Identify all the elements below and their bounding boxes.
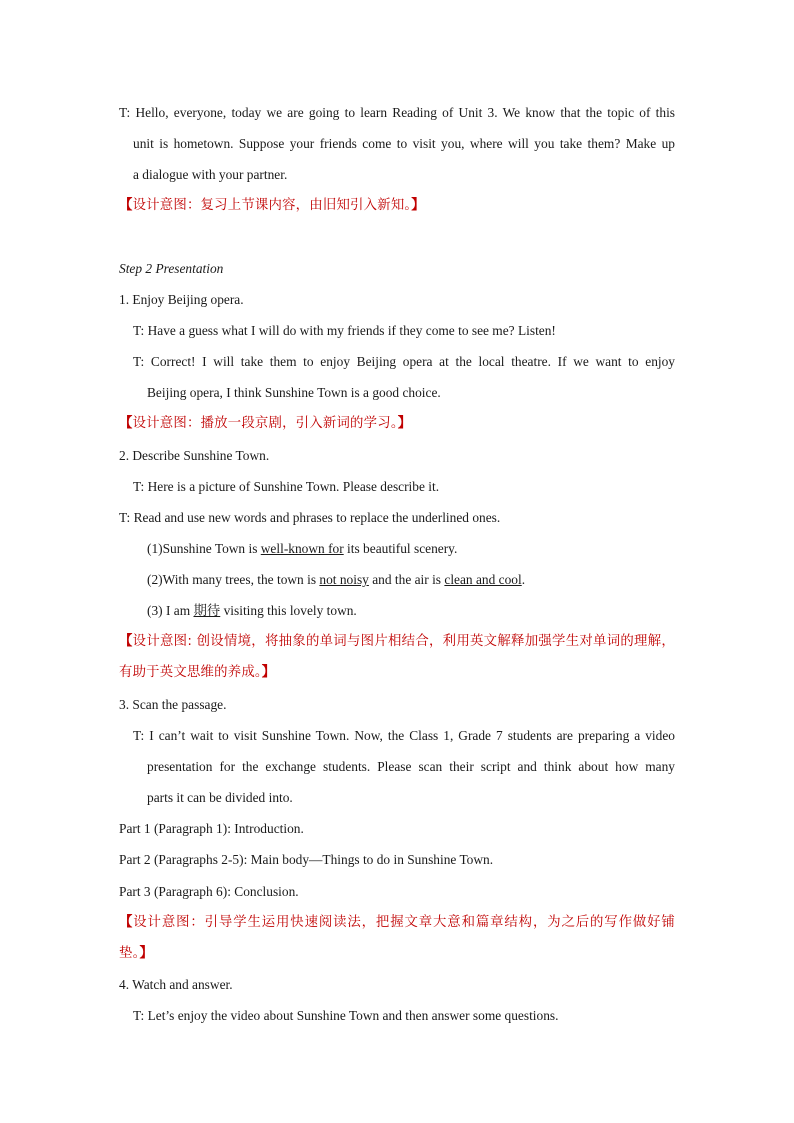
design-intent-2	[119, 414, 675, 434]
intent-open-bracket: 【	[119, 416, 133, 431]
intent-text: 设计意图: 创设情境，将抽象的单词与图片相结合，利用英文解释加强学生对单词的理解，	[132, 634, 675, 649]
design-intent-3-line-1	[119, 632, 675, 652]
intent-text: 垫。	[119, 946, 140, 961]
intent-close-bracket: 】	[139, 946, 154, 961]
part-1-line: Part 1 (Paragraph 1): Introduction.	[119, 821, 304, 836]
sentence-text: (1)Sunshine Town is	[147, 541, 261, 556]
item-1-teacher-line-2a: T: Correct! I will take them to enjoy Beijing opera at the local theatre. If we want to enjoy	[133, 354, 675, 369]
step-2-heading: Step 2 Presentation	[119, 261, 224, 276]
design-intent-1	[119, 196, 675, 216]
replace-sentence-3	[147, 601, 675, 622]
item-2-teacher-line: T: Here is a picture of Sunshine Town. Please describe it.	[133, 479, 440, 494]
item-3-title: 3. Scan the passage.	[119, 697, 227, 712]
underlined-phrase: 期待	[193, 604, 221, 619]
item-4-title: 4. Watch and answer.	[119, 977, 233, 992]
item-3-teacher-line-3: parts it can be divided into.	[147, 790, 293, 805]
part-3-line: Part 3 (Paragraph 6): Conclusion.	[119, 884, 299, 899]
underlined-phrase: well-known for	[260, 541, 344, 556]
replace-sentence-1	[147, 539, 675, 559]
intent-close-bracket: 】	[261, 665, 276, 680]
underlined-phrase: not noisy	[319, 572, 369, 587]
item-1-title: 1. Enjoy Beijing opera.	[119, 292, 244, 307]
item-1-teacher-line-2b: Beijing opera, I think Sunshine Town is a good choice.	[147, 385, 441, 400]
sentence-text: .	[521, 572, 526, 587]
item-3-teacher-line-2: presentation for the exchange students. Please scan their script and think about how many	[147, 759, 675, 774]
sentence-text: (3) I am	[147, 603, 194, 618]
replace-sentence-2	[147, 570, 675, 590]
intent-text: 设计意图：引导学生运用快速阅读法，把握文章大意和篇章结构，为之后的写作做好铺	[133, 915, 675, 930]
design-intent-4-line-2	[119, 944, 675, 964]
design-intent-4-line-1	[119, 913, 675, 933]
item-2-title: 2. Describe Sunshine Town.	[119, 448, 270, 463]
sentence-text: (2)With many trees, the town is	[147, 572, 320, 587]
intent-text: 有助于英文思维的养成。	[119, 665, 262, 680]
sentence-text: its beautiful scenery.	[343, 541, 458, 556]
intent-close-bracket: 】	[397, 416, 412, 431]
teacher-prompt-line-1: T: Hello, everyone, today we are going to learn Reading of Unit 3. We know that the topic of this	[119, 105, 675, 120]
intent-text: 设计意图：播放一段京剧，引入新词的学习。	[132, 416, 398, 431]
intent-open-bracket: 【	[119, 634, 133, 649]
teacher-prompt-line-3: a dialogue with your partner.	[133, 167, 288, 182]
intent-close-bracket: 】	[411, 198, 425, 213]
item-4-teacher-line: T: Let’s enjoy the video about Sunshine Town and then answer some questions.	[133, 1008, 559, 1023]
sentence-text: and the air is	[368, 572, 445, 587]
teacher-prompt-line-2: unit is hometown. Suppose your friends come to visit you, where will you take them? Make up	[133, 136, 675, 151]
replace-instruction: T: Read and use new words and phrases to replace the underlined ones.	[119, 510, 501, 525]
sentence-text: visiting this lovely town.	[220, 603, 357, 618]
part-2-line: Part 2 (Paragraphs 2-5): Main body—Things to do in Sunshine Town.	[119, 852, 494, 867]
intent-text: 设计意图：复习上节课内容，由旧知引入新知。	[132, 198, 412, 213]
intent-open-bracket: 【	[119, 915, 134, 930]
underlined-phrase: clean and cool	[444, 572, 522, 587]
intent-open-bracket: 【	[119, 198, 133, 213]
item-3-teacher-line-1: T: I can’t wait to visit Sunshine Town. Now, the Class 1, Grade 7 students are preparing a video	[133, 728, 675, 743]
design-intent-3-line-2	[119, 663, 675, 683]
item-1-teacher-line: T: Have a guess what I will do with my friends if they come to see me? Listen!	[133, 323, 556, 338]
